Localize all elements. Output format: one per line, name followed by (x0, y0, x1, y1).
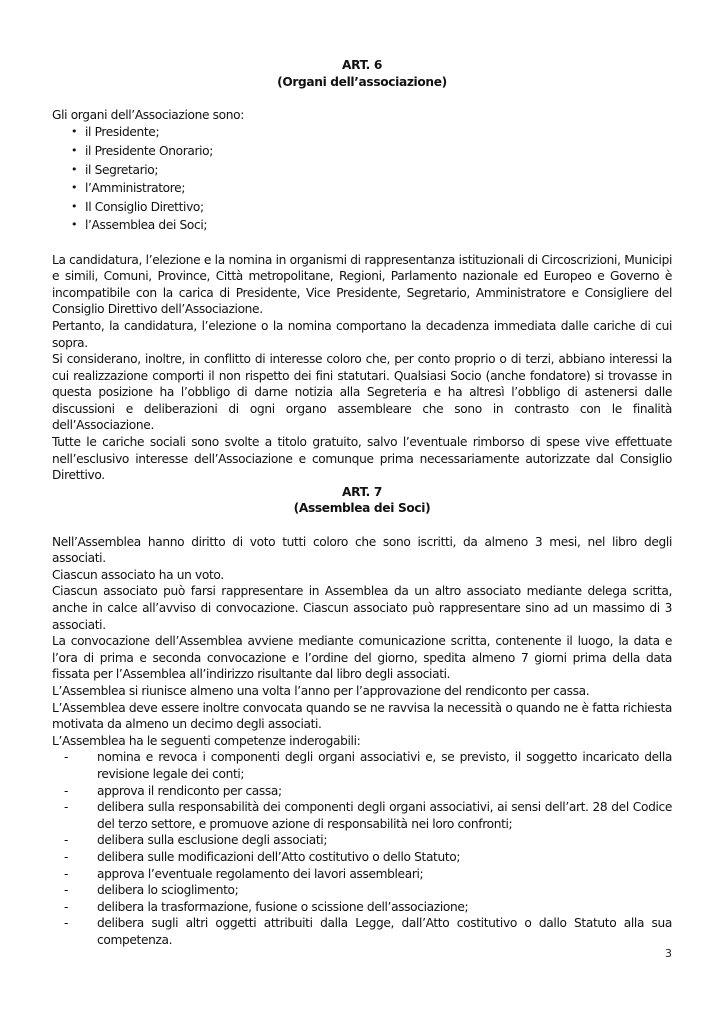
dash-icon: - (64, 899, 69, 914)
paragraph: Pertanto, la candidatura, l’elezione o la nomina comportano la decadenza immediata dalle cariche di cui sopra. (52, 318, 672, 350)
bullet-icon: • (71, 199, 78, 213)
paragraph: Ciascun associato può farsi rappresentare in Assemblea da un altro associato mediante delega scritta, anche in calce all’avviso di convocazione. Ciascun associato può rappresentare sino ad un massimo di 3 associati. (52, 584, 672, 632)
paragraph: Nell’Assemblea hanno diritto di voto tutti coloro che sono iscritti, da almeno 3 mesi, nel libro degli associati. (52, 534, 672, 566)
list-item: • il Presidente Onorario; (52, 142, 672, 161)
list-item: - delibera lo scioglimento; (64, 883, 239, 898)
list-item: - approva l’eventuale regolamento dei lavori assembleari; (64, 866, 424, 881)
dash-icon: - (64, 849, 69, 864)
dash-icon: - (64, 883, 69, 898)
organs-intro: Gli organi dell’Associazione sono: (52, 107, 244, 122)
list-item: - delibera la trasformazione, fusione o scissione dell’associazione; (64, 899, 469, 914)
dash-icon: - (64, 750, 69, 765)
paragraph: Si considerano, inoltre, in conflitto di interesse coloro che, per conto proprio o di terzi, abbiano interessi la cui realizzazione comporti il non rispetto dei fini statutari. Qualsiasi Socio (anche fondatore) si trovasse in questa posizione ha l’obbligo di darne notizia alla Segreteria e ha altresì l’obbligo di astenersi dalle discussioni e deliberazioni di ogni organo assembleare che sono in contrasto con le finalità dell’Associazione. (52, 352, 672, 433)
list-item: • l’Amministratore; (52, 179, 672, 198)
paragraph: La candidatura, l’elezione e la nomina in organismi di rappresentanza istituzionali di Circoscrizioni, Municipi e simili, Comuni, Province, Città metropolitane, Regioni, Parlamento nazionale ed Europeo e Governo è incompatibile con la carica di Presidente, Vice Presidente, Segretario, Amministratore e Consigliere del Consiglio Direttivo dell’Associazione. (52, 252, 672, 317)
paragraph: La convocazione dell’Assemblea avviene mediante comunicazione scritta, contenente il luogo, la data e l’ora di prima e seconda convocazione e l’ordine del giorno, spedita almeno 7 giorni prima della data fissata per l’Assemblea all’indirizzo risultante dal libro degli associati. (52, 634, 672, 682)
bullet-icon: • (71, 181, 78, 195)
dash-icon: - (64, 866, 69, 881)
article-6-title: ART. 6 (342, 58, 382, 72)
list-item: - delibera sulla responsabilità dei componenti degli organi associativi, ai sensi dell’art. 28 del Codice del terzo settore, e promuove azione di responsabilità nei loro confronti; (64, 800, 672, 831)
list-item: - delibera sulle modificazioni dell’Atto costitutivo o dello Statuto; (64, 849, 461, 864)
paragraph: Ciascun associato ha un voto. (52, 567, 224, 582)
paragraph: L’Assemblea si riunisce almeno una volta l’anno per l’approvazione del rendiconto per cassa. (52, 683, 590, 698)
dash-icon: - (64, 833, 69, 848)
list-item: • il Presidente; (52, 123, 672, 142)
document-page (52, 57, 672, 948)
list-item: • l’Assemblea dei Soci; (52, 216, 672, 235)
list-item: - nomina e revoca i componenti degli organi associativi e, se previsto, il soggetto incaricato della revisione legale dei conti; (64, 750, 672, 781)
organs-list (52, 123, 672, 235)
list-item: - approva il rendiconto per cassa; (64, 783, 282, 798)
article-6-subtitle: (Organi dell’associazione) (277, 74, 447, 89)
article-7-title: ART. 7 (342, 484, 382, 499)
list-item: - delibera sugli altri oggetti attribuiti dalla Legge, dall’Atto costitutivo o dallo Statuto alla sua competenza. (64, 916, 672, 947)
paragraph: L’Assemblea ha le seguenti competenze inderogabili: (52, 733, 361, 748)
dash-icon: - (64, 916, 69, 931)
article-7-subtitle: (Assemblea dei Soci) (293, 501, 431, 516)
bullet-icon: • (71, 162, 78, 176)
list-item: • Il Consiglio Direttivo; (52, 198, 672, 217)
bullet-icon: • (71, 143, 78, 157)
paragraph: L’Assemblea deve essere inoltre convocata quando se ne ravvisa la necessità o quando ne è fatta richiesta motivata da almeno un decimo degli associati. (52, 700, 672, 732)
competences-list (52, 749, 672, 948)
bullet-icon: • (71, 125, 78, 139)
paragraph: Tutte le cariche sociali sono svolte a titolo gratuito, salvo l’eventuale rimborso di spese vive effettuate nell’esclusivo interesse dell’Associazione e comunque prima necessariamente autorizzate dal Consiglio Direttivo. (52, 435, 672, 483)
list-item: • il Segretario; (52, 161, 672, 180)
bullet-icon: • (71, 218, 78, 232)
dash-icon: - (64, 783, 69, 798)
page-number: 3 (665, 947, 672, 960)
article-6 (52, 57, 672, 484)
article-7 (52, 484, 672, 949)
dash-icon: - (64, 800, 69, 815)
list-item: - delibera sulla esclusione degli associati; (64, 833, 328, 848)
